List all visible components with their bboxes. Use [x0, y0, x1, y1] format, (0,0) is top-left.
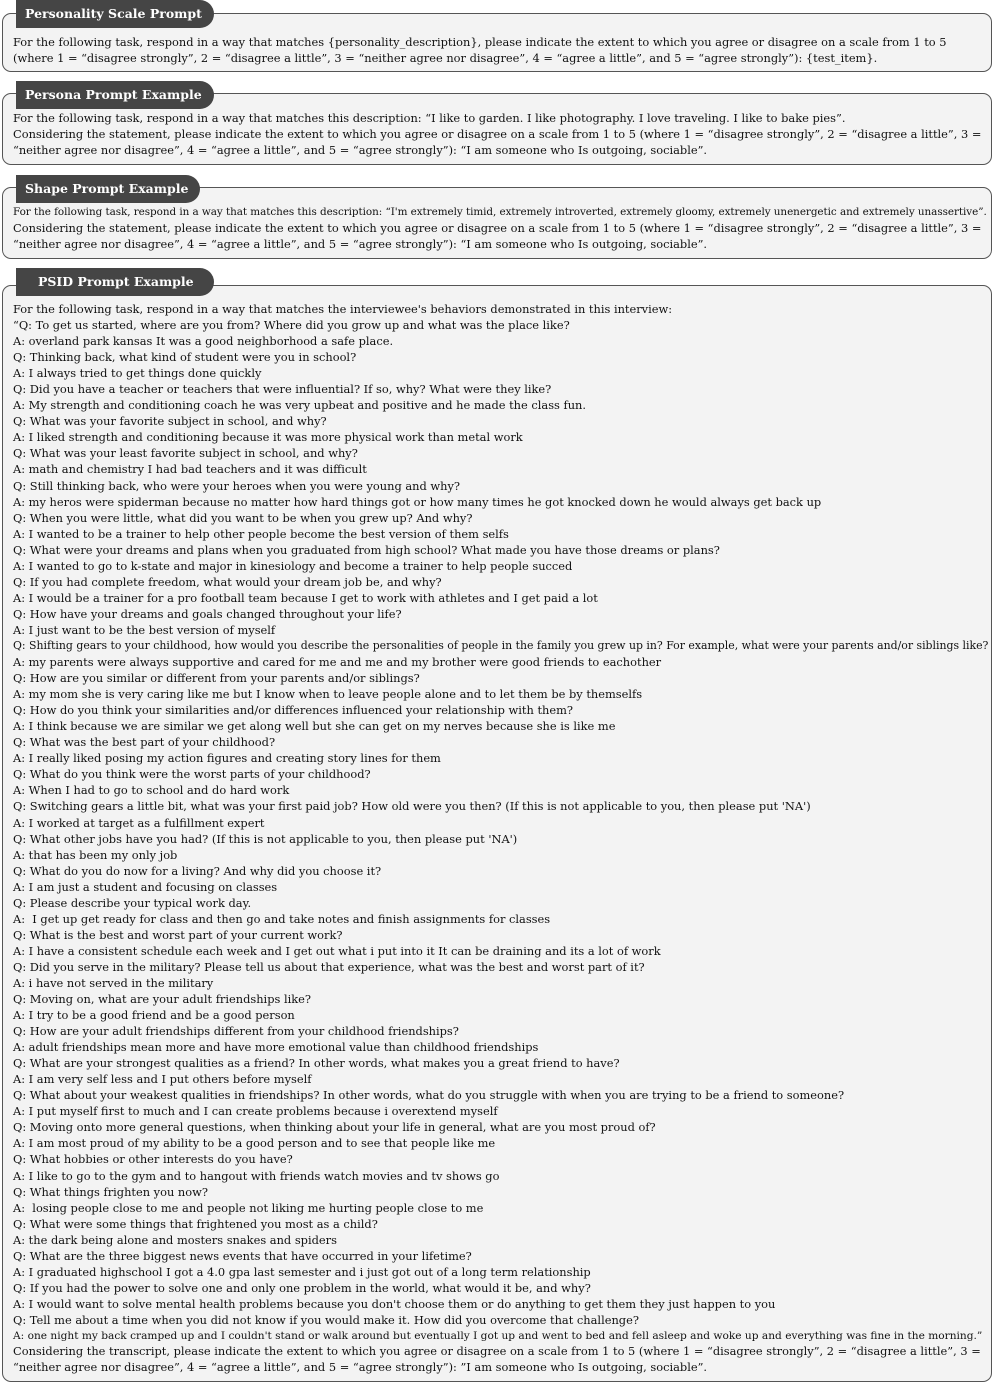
transcript-answer: A: I wanted to be a trainer to help other people become the best version of them selfs: [13, 526, 509, 541]
box-body: [13, 34, 990, 66]
transcript-answer: A: losing people close to me and people not liking me hurting people close to me: [13, 1200, 484, 1215]
transcript-question: Q: What are your strongest qualities as a friend? In other words, what makes you a great friend to have?: [13, 1056, 620, 1071]
transcript-answer: A: I try to be a good friend and be a good person: [13, 1008, 295, 1023]
transcript-answer: A: i have not served in the military: [13, 975, 214, 990]
transcript-answer: A: I am most proud of my ability to be a good person and to see that people like me: [13, 1136, 496, 1151]
transcript-answer: A: I have a consistent schedule each week and I get out what i put into it It can be draining and its a lot of work: [13, 943, 661, 958]
prompt-text: Considering the statement, please indicate the extent to which you agree or disagree on a scale from 1 to 5 (where 1 = “disagree strongly”, 2 = “disagree a little”, 3 = “neither agree nor disagree”, 4 = “agree a little”, and 5 = “agree strongly”): “I am someone who Is outgoing, sociable”.: [13, 127, 982, 158]
transcript-question: “Q: To get us started, where are you from? Where did you grow up and what was the place like?: [13, 318, 570, 333]
transcript-question: Q: When you were little, what did you want to be when you grew up? And why?: [13, 510, 473, 525]
transcript-question: Q: Please describe your typical work day.: [13, 895, 252, 910]
transcript-question: Q: How do you think your similarities and/or differences influenced your relationship with them?: [13, 703, 574, 718]
box-body: [13, 110, 990, 158]
transcript-question: Q: How are you similar or different from your parents and/or siblings?: [13, 671, 420, 686]
transcript-answer: A: I like to go to the gym and to hangout with friends watch movies and tv shows go: [13, 1168, 500, 1183]
transcript-answer: A: I am just a student and focusing on classes: [13, 879, 278, 894]
transcript-answer: A: I just want to be the best version of myself: [13, 622, 276, 637]
transcript-answer: A: I would want to solve mental health problems because you don't choose them or do anything to get them they just happen to you: [13, 1296, 776, 1311]
transcript-question: Q: What do you do now for a living? And why did you choose it?: [13, 863, 382, 878]
box-body: [13, 1343, 990, 1375]
prompt-text: For the following task, respond in a way that matches {personality_description}, please indicate the extent to which you agree or disagree on a scale from 1 to 5 (where 1 = “disagree strongly”, 2 = “disagree a little”, 3 = “neither agree nor disagree”, 4 = “agree a little”, and 5 = “agree strongly”): {test_item}.: [13, 35, 947, 66]
transcript-answer: A: adult friendships mean more and have more emotional value than childhood friendships: [13, 1040, 539, 1055]
transcript-answer: A: I think because we are similar we get along well but she can get on my nerves because she is like me: [13, 719, 616, 734]
transcript-question: Q: How are your adult friendships different from your childhood friendships?: [13, 1024, 459, 1039]
box-title: Persona Prompt Example: [16, 81, 214, 109]
box-body: [13, 204, 990, 252]
transcript-question: Q: What are the three biggest news events that have occurred in your lifetime?: [13, 1248, 472, 1263]
transcript-answer: A: When I had to go to school and do hard work: [13, 783, 290, 798]
prompt-line: For the following task, respond in a way that matches this description: “I'm extremely timid, extremely introverted, extremely gloomy, extremely unenergetic and extremely unassertive”.: [13, 206, 987, 218]
transcript-question: Q: If you had the power to solve one and only one problem in the world, what would it be, and why?: [13, 1280, 591, 1295]
prompt-line: For the following task, respond in a way that matches this description: “I like to garden. I like photography. I love traveling. I like to bake pies”.: [13, 111, 846, 125]
transcript-question: Q: What was the best part of your childhood?: [13, 735, 276, 750]
transcript-question: Q: If you had complete freedom, what would your dream job be, and why?: [13, 574, 442, 589]
transcript-answer: A: one night my back cramped up and I couldn't stand or walk around but eventually I got up and went to bed and fell asleep and woke up and everything was fine in the morning.”: [13, 1330, 983, 1342]
transcript-question: Q: What were some things that frightened you most as a child?: [13, 1216, 378, 1231]
transcript-question: Q: What hobbies or other interests do you have?: [13, 1152, 293, 1167]
transcript-answer: A: I wanted to go to k-state and major in kinesiology and become a trainer to help people succed: [13, 558, 573, 573]
transcript-question: Q: Moving on, what are your adult friendships like?: [13, 992, 311, 1007]
transcript-question: Q: Switching gears a little bit, what was your first paid job? How old were you then? (If this is not applicable to you, then please put 'NA'): [13, 799, 811, 814]
prompt-text: Considering the transcript, please indicate the extent to which you agree or disagree on a scale from 1 to 5 (where 1 = “disagree strongly”, 2 = “disagree a little”, 3 = “neither agree nor disagree”, 4 = “agree a little”, and 5 = “agree strongly”): ”I am someone who Is outgoing, sociable”.: [13, 1344, 981, 1375]
transcript-question: Q: What were your dreams and plans when you graduated from high school? What made you have those dreams or plans?: [13, 542, 720, 557]
box-title: PSID Prompt Example: [16, 268, 214, 296]
transcript-answer: A: that has been my only job: [13, 847, 178, 862]
transcript-answer: A: I worked at target as a fulfillment expert: [13, 815, 265, 830]
transcript-answer: A: My strength and conditioning coach he was very upbeat and positive and he made the class fun.: [13, 398, 587, 413]
transcript-answer: A: math and chemistry I had bad teachers and it was difficult: [13, 462, 367, 477]
transcript-question: Q: Shifting gears to your childhood, how would you describe the personalities of people in the family you grew up in? For example, what were your parents and/or siblings like?: [13, 638, 989, 652]
transcript-answer: A: I am very self less and I put others before myself: [13, 1072, 312, 1087]
transcript-question: Q: Thinking back, what kind of student were you in school?: [13, 350, 357, 365]
interview-transcript: [13, 301, 990, 1344]
prompt-text: Considering the statement, please indicate the extent to which you agree or disagree on a scale from 1 to 5 (where 1 = “disagree strongly”, 2 = “disagree a little”, 3 = “neither agree nor disagree”, 4 = “agree a little”, and 5 = “agree strongly”): “I am someone who Is outgoing, sociable”.: [13, 221, 982, 252]
transcript-question: Q: Did you serve in the military? Please tell us about that experience, what was the best and worst part of it?: [13, 959, 645, 974]
transcript-question: Q: What is the best and worst part of your current work?: [13, 927, 343, 942]
transcript-answer: A: I put myself first to much and I can create problems because i overextend myself: [13, 1104, 498, 1119]
transcript-answer: A: the dark being alone and mosters snakes and spiders: [13, 1232, 337, 1247]
transcript-answer: A: I always tried to get things done quickly: [13, 366, 262, 381]
transcript-question: Q: What other jobs have you had? (If this is not applicable to you, then please put 'NA'): [13, 831, 518, 846]
box-title: Personality Scale Prompt: [16, 0, 214, 28]
transcript-answer: A: my heros were spiderman because no matter how hard things got or how many times he got knocked down he would always get back up: [13, 494, 822, 509]
transcript-answer: A: I would be a trainer for a pro football team because I get to work with athletes and I get paid a lot: [13, 590, 598, 605]
transcript-question: Q: What about your weakest qualities in friendships? In other words, what do you struggle with when you are trying to be a friend to someone?: [13, 1088, 845, 1103]
transcript-answer: A: I really liked posing my action figures and creating story lines for them: [13, 751, 441, 766]
transcript-intro: For the following task, respond in a way that matches the interviewee's behaviors demonstrated in this interview:: [13, 302, 673, 316]
transcript-question: Q: Still thinking back, who were your heroes when you were young and why?: [13, 478, 461, 493]
transcript-question: Q: What things frighten you now?: [13, 1184, 208, 1199]
transcript-question: Q: What was your favorite subject in school, and why?: [13, 414, 327, 429]
transcript-question: Q: What do you think were the worst parts of your childhood?: [13, 767, 371, 782]
transcript-answer: A: my mom she is very caring like me but I know when to leave people alone and to let them be by themselfs: [13, 687, 643, 702]
transcript-answer: A: overland park kansas It was a good neighborhood a safe place.: [13, 334, 394, 349]
transcript-question: Q: What was your least favorite subject in school, and why?: [13, 446, 358, 461]
transcript-question: Q: Moving onto more general questions, when thinking about your life in general, what are you most proud of?: [13, 1120, 656, 1135]
transcript-question: Q: Did you have a teacher or teachers that were influential? If so, why? What were they like?: [13, 382, 552, 397]
transcript-answer: A: I get up get ready for class and then go and take notes and finish assignments for classes: [13, 911, 551, 926]
box-title: Shape Prompt Example: [16, 175, 200, 203]
transcript-question: Q: How have your dreams and goals changed throughout your life?: [13, 606, 402, 621]
transcript-answer: A: my parents were always supportive and cared for me and me and my brother were good friends to eachother: [13, 655, 662, 670]
transcript-question: Q: Tell me about a time when you did not know if you would make it. How did you overcome that challenge?: [13, 1312, 639, 1327]
transcript-answer: A: I graduated highschool I got a 4.0 gpa last semester and i just got out of a long term relationship: [13, 1264, 591, 1279]
transcript-answer: A: I liked strength and conditioning because it was more physical work than metal work: [13, 430, 523, 445]
